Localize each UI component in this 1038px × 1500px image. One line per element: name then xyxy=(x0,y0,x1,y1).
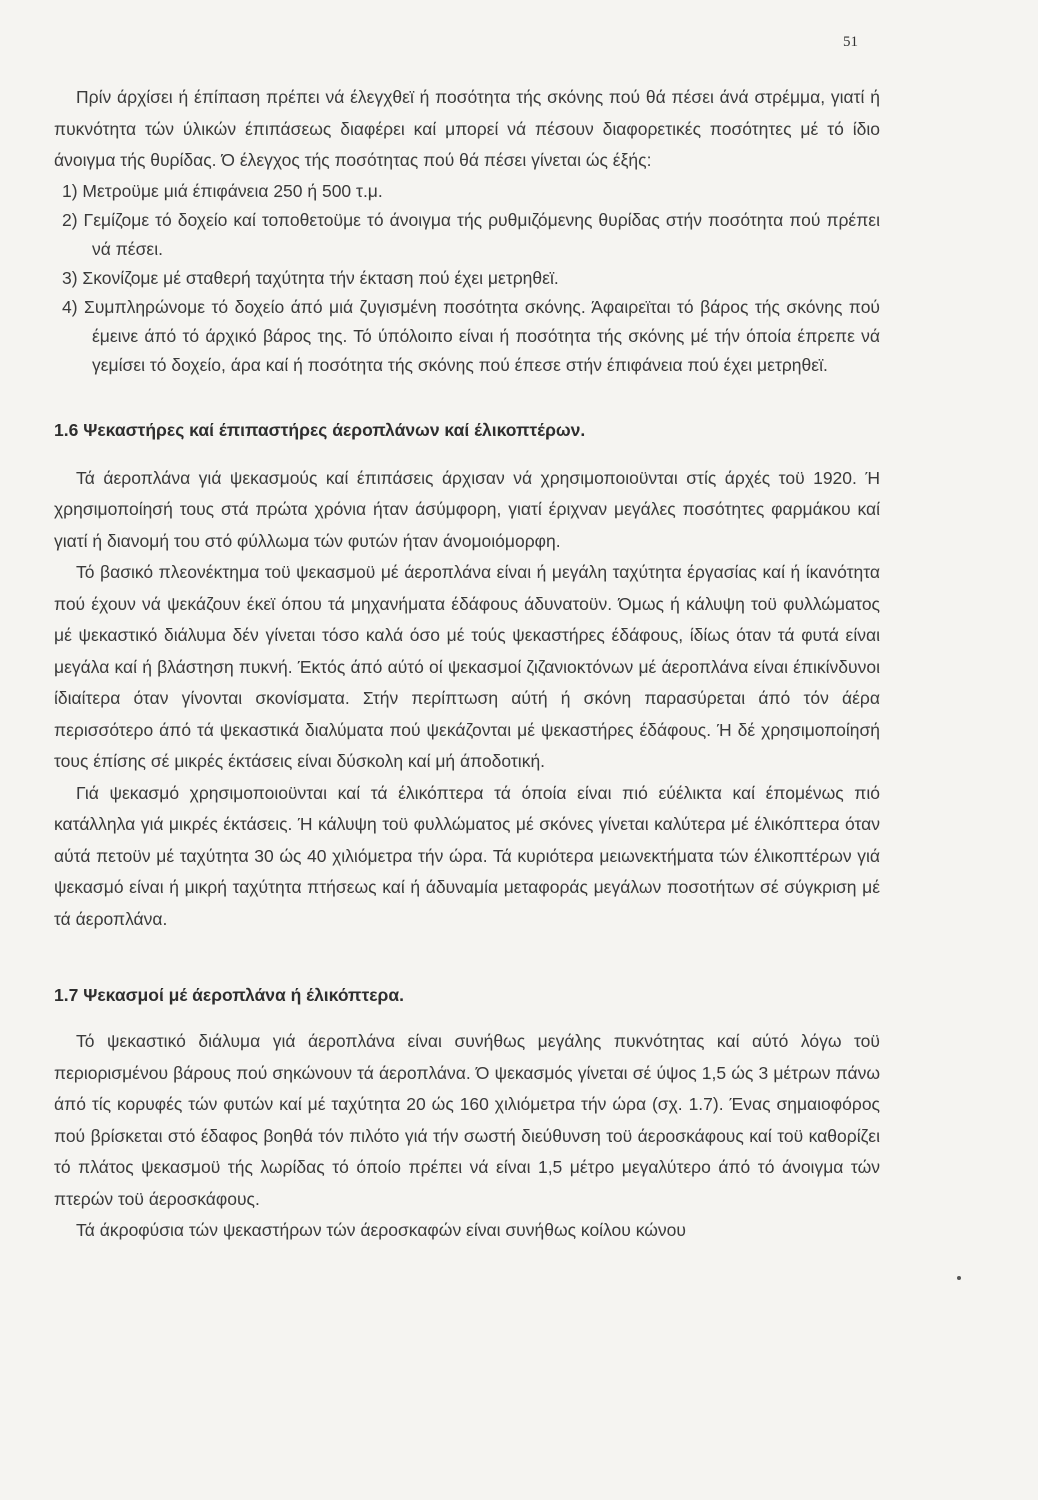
section-1-7-paragraph: Τό ψεκαστικό διάλυμα γιά άεροπλάνα είναι συνήθως μεγάλης πυκνότητας καί αύτό λόγω τοϋ περιορισμένου βάρους πού σηκώνουν τά άεροπλάνα. Ό ψεκασμός γίνεται σέ ύψος 1,5 ώς 3 μέτρων πάνω άπό τίς κορυφές τών φυτών καί μέ ταχύτητα 20 ώς 160 χιλιόμετρα τήν ώρα (σχ. 1.7). Ένας σημαιοφόρος πού βρίσκεται στό έδαφος βοηθά τόν πιλότο γιά τήν σωστή διεύθυνση τοϋ άεροσκάφους καί τοϋ καθορίζει τό πλάτος ψεκασμοϋ τής λωρίδας τό όποίο πρέπει νά είναι 1,5 μέτρο μεγαλύτερο άπό τό άνοιγμα τών πτερών τοϋ άεροσκάφους. xyxy=(54,1031,880,1209)
intro-paragraph: Πρίν άρχίσει ή έπίπαση πρέπει νά έλεγχθεϊ ή ποσότητα τής σκόνης πού θά πέσει άνά στρέμμα, γιατί ή πυκνότητα τών ύλικών έπιπάσεως διαφέρει καί μπορεί νά πέσουν διαφορετικές ποσότητες μέ τό ίδιο άνοιγμα τής θυρίδας. Ό έλεγχος τής ποσότητας πού θά πέσει γίνεται ώς έξής: xyxy=(54,87,880,170)
section-heading-1-7: 1.7 Ψεκασμοί μέ άεροπλάνα ή έλικόπτερα. xyxy=(54,985,404,1005)
step-item: 4) Συμπληρώνομε τό δοχείο άπό μιά ζυγισμένη ποσότητα σκόνης. Άφαιρεϊται τό βάρος τής σκόνης πού έμεινε άπό τό άρχικό βάρος της. Τό ύπόλοιπο είναι ή ποσότητα τής σκόνης μέ τήν όποία έπρεπε νά γεμίσει τό δοχείο, άρα καί ή ποσότητα τής σκόνης πού έπεσε στήν έπιφάνεια πού έχει μετρηθεϊ. xyxy=(62,296,880,375)
section-1-6-paragraph: Τό βασικό πλεονέκτημα τοϋ ψεκασμοϋ μέ άεροπλάνα είναι ή μεγάλη ταχύτητα έργασίας καί ή ίκανότητα πού έχουν νά ψεκάζουν έκεϊ όπου τά μηχανήματα έδάφους άδυνατοϋν. Όμως ή κάλυψη τοϋ φυλλώματος μέ ψεκαστικό διάλυμα δέν γίνεται τόσο καλά όσο μέ τούς ψεκαστήρες έδάφους, ίδίως όταν τά φυτά είναι μεγάλα καί ή βλάστηση πυκνή. Έκτός άπό αύτό οί ψεκασμοί ζιζανιοκτόνων μέ άεροπλάνα είναι έπικίνδυνοι ίδιαίτερα όταν γίνονται σκονίσματα. Στήν περίπτωση αύτή ή σκόνη παρασύρεται άπό τόν άέρα περισσότερο άπό τά ψεκαστικά διαλύματα πού ψεκάζονται μέ ψεκαστήρες έδάφους. Ή δέ χρησιμοποίησή τους έπίσης σέ μικρές έκτάσεις είναι δύσκολη καί μή άποδοτική. xyxy=(54,562,880,771)
section-1-7-paragraph: Τά άκροφύσια τών ψεκαστήρων τών άεροσκαφών είναι συνήθως κοίλου κώνου xyxy=(76,1220,686,1240)
page-number: 51 xyxy=(843,34,858,50)
procedure-steps xyxy=(54,177,880,380)
print-speck xyxy=(957,1276,961,1280)
step-item: 1) Μετροϋμε μιά έπιφάνεια 250 ή 500 τ.μ. xyxy=(62,180,383,201)
step-item: 3) Σκονίζομε μέ σταθερή ταχύτητα τήν έκταση πού έχει μετρηθεϊ. xyxy=(62,267,559,288)
step-item: 2) Γεμίζομε τό δοχείο καί τοποθετοϋμε τό άνοιγμα τής ρυθμιζόμενης θυρίδας στήν ποσότητα πού πρέπει νά πέσει. xyxy=(62,209,880,259)
section-heading-1-6: 1.6 Ψεκαστήρες καί έπιπαστήρες άεροπλάνων καί έλικοπτέρων. xyxy=(54,419,586,440)
section-1-6-paragraph: Γιά ψεκασμό χρησιμοποιοϋνται καί τά έλικόπτερα τά όποία είναι πιό εύέλικτα καί έπομένως πιό κατάλληλα γιά μικρές έκτάσεις. Ή κάλυψη τοϋ φυλλώματος μέ σκόνες γίνεται καλύτερα μέ έλικόπτερα όταν αύτά πετοϋν μέ ταχύτητα 30 ώς 40 χιλιόμετρα τήν ώρα. Τά κυριότερα μειωνεκτήματα τών έλικοπτέρων γιά ψεκασμό είναι ή μικρή ταχύτητα πτήσεως καί ή άδυναμία μεταφοράς μεγάλων ποσοτήτων σέ σύγκριση μέ τά άεροπλάνα. xyxy=(54,782,880,929)
page-content xyxy=(54,82,880,1247)
section-1-6-paragraph: Τά άεροπλάνα γιά ψεκασμούς καί έπιπάσεις άρχισαν νά χρησιμοποιοϋνται στίς άρχές τοϋ 1920. Ή χρησιμοποίησή τους στά πρώτα χρόνια ήταν άσύμφορη, γιατί έριχναν μεγάλες ποσότητες φαρμάκου καί γιατί ή διανομή του στό φύλλωμα τών φυτών ήταν άνομοιόμορφη. xyxy=(54,467,880,551)
